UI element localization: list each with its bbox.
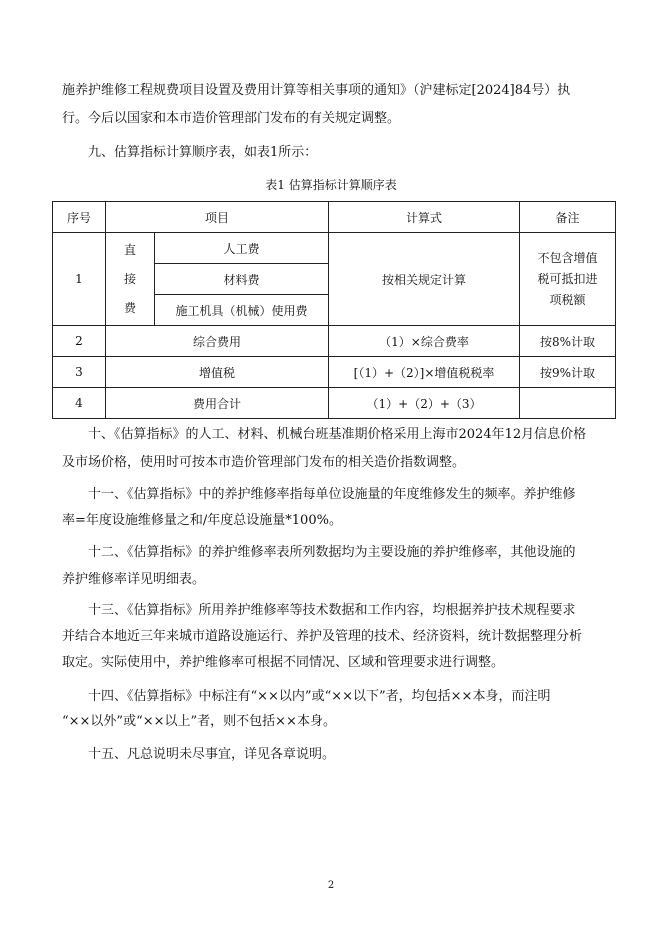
remark-line: 不包含增值 bbox=[537, 250, 598, 265]
remark-line: 项税额 bbox=[549, 292, 586, 307]
row1-sub-item-material: 材料费 bbox=[155, 264, 329, 295]
row3-item: 增值税 bbox=[106, 357, 329, 388]
header-no: 序号 bbox=[53, 202, 106, 233]
paragraph-12-line-1: 十二、《估算指标》的养护维修率表所列数据均为主要设施的养护维修率，其他设施的 bbox=[88, 545, 576, 560]
group-label-char: 直 bbox=[123, 242, 136, 257]
row4-no: 4 bbox=[53, 388, 106, 419]
table-row bbox=[53, 357, 616, 388]
row2-item: 综合费用 bbox=[106, 326, 329, 357]
row2-remark: 按8%计取 bbox=[520, 326, 616, 357]
paragraph-8-continued-line-1: 施养护维修工程规费项目设置及费用计算等相关事项的通知》（沪建标定[2024]84号）执 bbox=[62, 83, 571, 98]
row3-remark: 按9%计取 bbox=[520, 357, 616, 388]
row4-formula: （1）+（2）+（3） bbox=[329, 388, 520, 419]
row3-no: 3 bbox=[53, 357, 106, 388]
paragraph-11-line-2: 率=年度设施维修量之和/年度总设施量*100%。 bbox=[62, 513, 342, 528]
group-label-char: 费 bbox=[123, 300, 136, 315]
paragraph-13-line-2: 并结合本地近三年来城市道路设施运行、养护及管理的技术、经济资料，统计数据整理分析 bbox=[62, 629, 583, 644]
paragraph-14-line-2: “××以外”或“××以上”者，则不包括××本身。 bbox=[62, 714, 336, 729]
paragraph-11-line-1: 十一、《估算指标》中的养护维修率指每单位设施量的年度维修发生的频率。养护维修 bbox=[88, 487, 576, 502]
header-item: 项目 bbox=[106, 202, 329, 233]
paragraph-14-line-1: 十四、《估算指标》中标注有“××以内”或“××以下”者，均包括××本身，而注明 bbox=[88, 689, 551, 704]
row2-no: 2 bbox=[53, 326, 106, 357]
row3-formula: [（1）+（2）]×增值税税率 bbox=[329, 357, 520, 388]
row1-sub-item-machinery: 施工机具（机械）使用费 bbox=[155, 295, 329, 326]
paragraph-10-line-1: 十、《估算指标》的人工、材料、机械台班基准期价格采用上海市2024年12月信息价格 bbox=[88, 427, 587, 442]
header-remark: 备注 bbox=[520, 202, 616, 233]
row1-no: 1 bbox=[53, 233, 106, 326]
row4-remark bbox=[520, 388, 616, 419]
remark-line: 税可抵扣进 bbox=[537, 271, 598, 286]
table-caption: 表1 估算指标计算顺序表 bbox=[265, 178, 397, 192]
paragraph-12-line-2: 养护维修率详见明细表。 bbox=[62, 572, 206, 587]
paragraph-10-line-2: 及市场价格，使用时可按本市造价管理部门发布的相关造价指数调整。 bbox=[62, 455, 466, 470]
row1-sub-item-labor: 人工费 bbox=[155, 233, 329, 264]
page-number: 2 bbox=[327, 880, 335, 891]
paragraph-13-line-1: 十三、《估算指标》所用养护维修率等技术数据和工作内容，均根据养护技术规程要求 bbox=[88, 603, 576, 618]
header-formula: 计算式 bbox=[329, 202, 520, 233]
paragraph-15: 十五、凡总说明未尽事宜，详见各章说明。 bbox=[88, 747, 336, 762]
row1-group-label bbox=[106, 233, 155, 326]
table-row bbox=[53, 388, 616, 419]
calculation-order-table bbox=[52, 201, 616, 419]
row1-formula: 按相关规定计算 bbox=[329, 233, 520, 326]
row4-item: 费用合计 bbox=[106, 388, 329, 419]
paragraph-13-line-3: 取定。实际使用中，养护维修率可根据不同情况、区域和管理要求进行调整。 bbox=[62, 655, 505, 670]
row1-remark bbox=[520, 233, 616, 326]
paragraph-9: 九、估算指标计算顺序表，如表1所示： bbox=[88, 145, 318, 160]
group-label-char: 接 bbox=[123, 271, 136, 286]
paragraph-8-continued-line-2: 行。今后以国家和本市造价管理部门发布的有关规定调整。 bbox=[62, 111, 401, 126]
table-row bbox=[53, 233, 616, 264]
row2-formula: （1）×综合费率 bbox=[329, 326, 520, 357]
table-row bbox=[53, 326, 616, 357]
table-header-row bbox=[53, 202, 616, 233]
